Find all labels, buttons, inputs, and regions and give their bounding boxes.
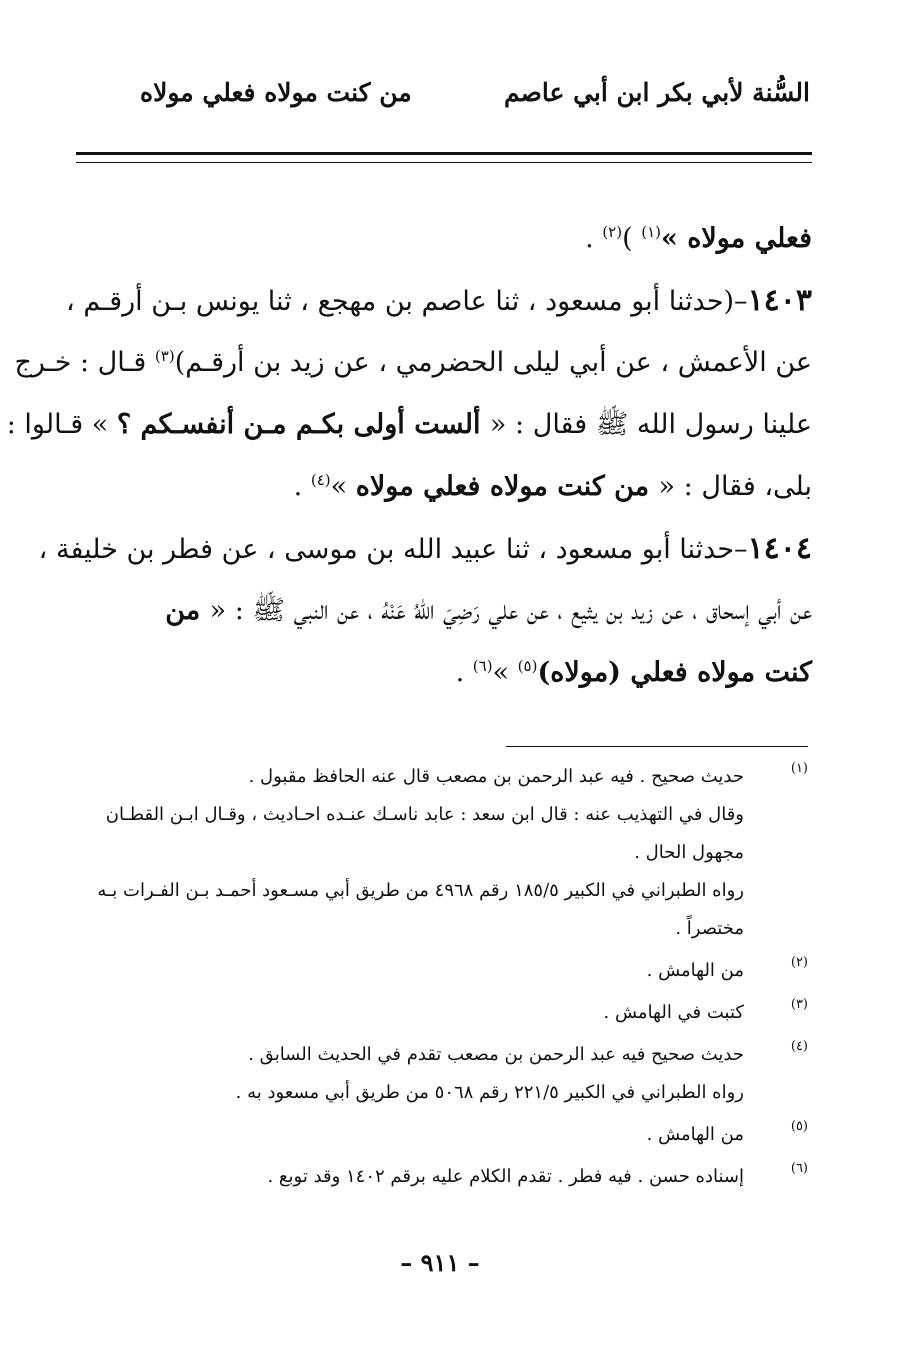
text-segment: بلى، فقال : «	[658, 471, 812, 502]
text-segment: علينا رسول الله ﷺ فقال : «	[489, 409, 812, 440]
text-segment: .	[455, 657, 473, 688]
footnote-line: رواه الطبراني في الكبير ٢٢١/٥ رقم ٥٠٦٨ من طريق أبي مسعود به .	[235, 1082, 744, 1103]
text-segment: .	[293, 471, 311, 502]
bold-phrase: من كنت مولاه فعلي مولاه	[355, 471, 659, 502]
footnote-line: حديث صحيح فيه عبد الرحمن بن مصعب تقدم في الحديث السابق .	[248, 1044, 744, 1065]
bold-phrase: من	[165, 595, 210, 626]
bold-phrase: فعلي مولاه »	[660, 223, 812, 254]
footnote-separator	[506, 746, 808, 747]
footnote-number: (٥)	[790, 1119, 808, 1134]
book-title: السُّنة لأبي بكر ابن أبي عاصم	[503, 78, 810, 107]
footnote-number: (٦)	[790, 1161, 808, 1176]
text-segment: )	[622, 223, 642, 254]
text-line-1	[72, 208, 812, 270]
footnote-number: (١)	[790, 761, 808, 776]
footnote-5	[68, 1116, 808, 1154]
footnote-number: (٢)	[790, 955, 808, 970]
footnote-line: مجهول الحال .	[634, 842, 744, 863]
footnote-line: من الهامش .	[646, 1124, 744, 1145]
footnote-ref: (٢)	[602, 223, 623, 241]
footnote-3	[68, 994, 808, 1032]
footnote-ref: (١)	[641, 223, 661, 241]
bold-phrase: ألست أولى بكـم مـن أنفسـكم ؟	[116, 409, 490, 440]
text-line-4	[6, 394, 812, 456]
footnotes	[68, 758, 808, 1200]
text-line-2	[66, 270, 812, 332]
footnote-line: كتبت في الهامش .	[603, 1002, 744, 1023]
text-segment: » قـالوا :	[6, 409, 117, 440]
header-rule-thin	[76, 162, 812, 163]
text-segment: قـال : خـرج	[14, 347, 155, 378]
text-line-8	[72, 642, 812, 704]
page-number: – ٩١١ –	[400, 1248, 480, 1277]
footnote-2	[68, 952, 808, 990]
text-segment: عن الأعمش ، عن أبي ليلى الحضرمي ، عن زيد بن أرقـم)	[174, 347, 812, 378]
text-segment: »	[330, 471, 356, 502]
running-header	[80, 78, 810, 122]
text-segment: .	[585, 223, 603, 254]
text-segment: –حدثنا أبو مسعود ، ثنا عبيد الله بن موسى ، عن فطر بن خليفة ،	[38, 534, 748, 565]
text-segment: عن أبي إسحاق ، عن زيد بن يثيع ، عن علي رَضِيَ اللهُ عَنْهُ ، عن النبي ﷺ : «	[209, 595, 812, 626]
header-rule-thick	[76, 152, 812, 155]
footnote-line: إسناده حسن . فيه فطر . تقدم الكلام عليه برقم ١٤٠٢ وقد توبع .	[267, 1166, 744, 1187]
main-text	[6, 208, 812, 704]
footnote-line: حديث صحيح . فيه عبد الرحمن بن مصعب قال عنه الحافظ مقبول .	[248, 766, 744, 787]
bold-phrase: كنت مولاه فعلي (مولاه)	[537, 657, 812, 688]
chapter-title: من كنت مولاه فعلي مولاه	[140, 78, 412, 107]
text-segment: –(حدثنا أبو مسعود ، ثنا عاصم بن مهجع ، ثنا يونس بـن أرقـم ،	[66, 286, 748, 317]
footnote-ref: (٤)	[310, 471, 331, 489]
footnote-4	[68, 1036, 808, 1112]
hadith-number-1404: ١٤٠٤	[747, 531, 812, 566]
footnote-number: (٤)	[790, 1039, 808, 1054]
text-line-5	[72, 456, 812, 518]
text-line-6	[38, 518, 812, 580]
footnote-line: من الهامش .	[646, 960, 744, 981]
footnote-ref: (٣)	[154, 347, 175, 365]
text-line-7	[72, 580, 812, 642]
text-line-3	[14, 332, 812, 394]
footnote-ref: (٦)	[472, 657, 493, 675]
footnote-number: (٣)	[790, 997, 808, 1012]
footnote-line: رواه الطبراني في الكبير ١٨٥/٥ رقم ٤٩٦٨ من طريق أبي مسـعود أحمـد بـن الفـرات بـه	[97, 880, 744, 901]
hadith-number-1403: ١٤٠٣	[747, 283, 812, 318]
footnote-1	[68, 758, 808, 948]
footnote-ref: (٥)	[517, 657, 538, 675]
footnote-line: مختصراً .	[675, 918, 744, 939]
footnote-line: وقال في التهذيب عنه : قال ابن سعد : عابد ناسـك عنـده احـاديث ، وقـال ابـن القطـان	[105, 804, 744, 825]
footnote-6	[68, 1158, 808, 1196]
text-segment: »	[492, 657, 518, 688]
